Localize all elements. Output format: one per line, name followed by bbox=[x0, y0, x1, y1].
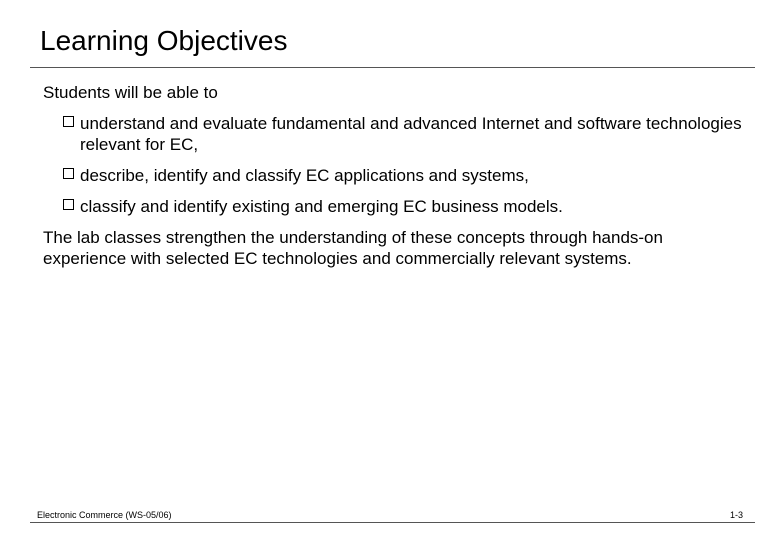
objective-text: describe, identify and classify EC applications and systems, bbox=[80, 166, 529, 185]
objective-item bbox=[63, 165, 743, 186]
objective-text: classify and identify existing and emerging EC business models. bbox=[80, 197, 563, 216]
title-divider bbox=[30, 67, 755, 68]
objective-text: understand and evaluate fundamental and advanced Internet and software technologies relevant for EC, bbox=[80, 114, 742, 154]
closing-paragraph: The lab classes strengthen the understanding of these concepts through hands-on experience with selected EC technologies and commercially relevant systems. bbox=[43, 228, 663, 268]
slide-body bbox=[43, 82, 743, 269]
square-bullet-icon bbox=[63, 199, 74, 210]
objective-item bbox=[63, 196, 743, 217]
square-bullet-icon bbox=[63, 168, 74, 179]
slide-title: Learning Objectives bbox=[40, 25, 288, 56]
footer-divider bbox=[30, 522, 755, 523]
intro-text: Students will be able to bbox=[43, 83, 218, 102]
objective-item bbox=[63, 113, 743, 155]
footer-page-number: 1-3 bbox=[729, 510, 743, 520]
footer-course-label: Electronic Commerce (WS-05/06) bbox=[37, 510, 172, 520]
objectives-list bbox=[43, 113, 743, 217]
square-bullet-icon bbox=[63, 116, 74, 127]
